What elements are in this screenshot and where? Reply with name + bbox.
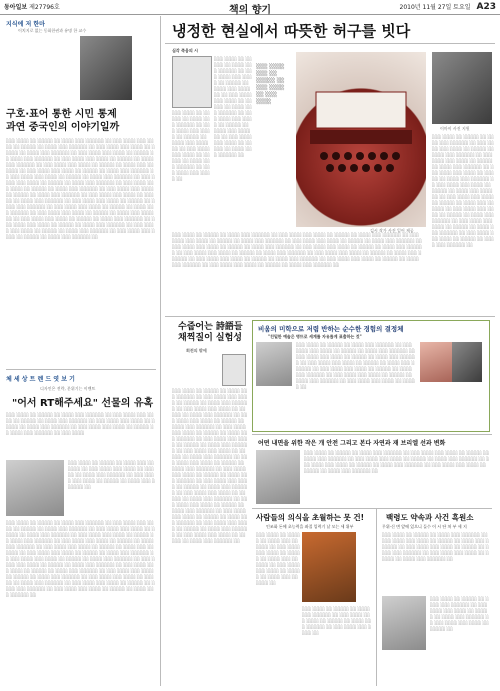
- column-body: ░░░ ░░░░ ░░ ░░░░░ ░░ ░░░░ ░░░ ░░░░░░ ░░ ░░░ ░░░░ ░░░ ░░░░ ░░ ░░░░░ ░░ ░░░░ ░░░ ░░░░░░ ░░ ░░░ ░░░░ ░░░ ░░░░ ░░ ░░░░░ ░░ ░░░░ ░░░ ░░░░░░ ░░ ░░░ ░░░░ ░░░ ░░░░ ░░ ░░░░░ ░░ ░░░░ ░░░ ░░░░░░ ░░ ░░░ ░░░░ ░░░ ░░░░ ░░ ░░░░░ ░░ ░░░░ ░░░ ░░░░░░ ░░ ░░░ ░░░░ ░░░ ░░░░ ░░ ░░░░░ ░░ ░░░░ ░░░ ░░░░░░ ░░ ░░░ ░░░░ ░░░ ░░░░ ░░ ░░░░░ ░░ ░░░░ ░░░ ░░░░░░ ░░ ░░░ ░░░░ ░░░ ░░░░ ░░ ░░░░░ ░░ ░░░░ ░░░ ░░░░░░ ░░ ░░░ ░░░░ ░░░ ░░░░ ░░ ░░░░░ ░░ ░░░░ ░░░ ░░░░░░ ░░ ░░░ ░░░░ ░░░ ░░░░ ░░ ░░░░░ ░░ ░░░░ ░░░ ░░░░░░ ░░ ░░░ ░░░░ ░░░ ░░░░ ░░ ░░░░░ ░░ ░░░░ ░░░ ░░░░░░ ░░ ░░░ ░░░░ ░░░ ░░░░ ░░ ░░░░░ ░░ ░░░░ ░░░ ░░░░░░ ░░ ░░░ ░░░░ ░░░ ░░░░ ░░ ░░░░░ ░░ ░░░░ ░░░ ░░░░░░ ░░ ░░░ ░░░░ ░░░ ░░░░ ░░ ░░░░░ ░░ ░░░░ ░░░ ░░░░░░ ░░ ░░░ ░░░░ ░░░ ░░░░ ░░ ░░░░░ ░░ ░░░░ ░░░ ░░░░░░ ░░ ░░░ ░░░░ ░░░ ░░░░ ░░ ░░░░░ ░░ ░░░░ ░░░ ░░░░░░ ░░ ░░░ ░░░░ ░░░ ░░░░ ░░ ░░░░░ ░░ ░░░░ ░░░ ░░░░░░ ░░ ░░░ ░░░░ ░░░ ░░░░ ░░ ░░░░░ ░░ ░░░░ ░░░ ░░░░░░ ░░ ░░░ ░░░░ ░░░ ░░░░ ░░ ░░░░░ ░░ ░░░░ ░░░ ░░░░░░ ░░: [6, 138, 155, 239]
- main-right-text: ░░░ ░░░░ ░░ ░░░░░ ░░ ░░░░ ░░░ ░░░░░░ ░░ ░░░ ░░░░ ░░░ ░░░░ ░░ ░░░░░ ░░ ░░░░ ░░░ ░░░░░░ ░░ ░░░ ░░░░ ░░░ ░░░░ ░░ ░░░░░ ░░ ░░░░ ░░░ ░░░░░░ ░░ ░░░ ░░░░ ░░░ ░░░░ ░░ ░░░░░ ░░ ░░░░ ░░░ ░░░░░░ ░░ ░░░ ░░░░ ░░░ ░░░░ ░░ ░░░░░ ░░ ░░░░ ░░░ ░░░░░░ ░░ ░░░ ░░░░ ░░░ ░░░░ ░░ ░░░░░ ░░ ░░░░ ░░░ ░░░░░░ ░░ ░░░ ░░░░ ░░░ ░░░░ ░░ ░░░░░ ░░ ░░░░ ░░░ ░░░░░░ ░░ ░░░ ░░░░ ░░░ ░░░░ ░░ ░░░░░ ░░ ░░░░ ░░░ ░░░░░░ ░░ ░░░ ░░░░ ░░░ ░░░░ ░░ ░░░░░ ░░ ░░░░ ░░░ ░░░░░░ ░░: [432, 134, 494, 247]
- paper-title: 동아일보: [4, 4, 28, 11]
- typewriter-icon: [296, 52, 426, 227]
- issue-number: 제27796호: [29, 4, 60, 11]
- art-image: [420, 342, 452, 382]
- main-photo-caption: 김시 작가 사진 일어 제공: [370, 228, 414, 233]
- issue-date: 2010년 11월 27일 토요일: [399, 4, 471, 11]
- feature-label: [6, 374, 75, 383]
- feature-label-text: 체 세 상 트 렌 드 엿 보 기: [6, 376, 75, 383]
- poem-headline-line2: 채찍질이 실험성: [178, 333, 242, 343]
- column-label-sub: 이치지로 없는 동화한권과 유명 한 교수: [18, 28, 87, 33]
- bottom-left-body-a: ░░░ ░░░░ ░░ ░░░░░ ░░ ░░░░ ░░░ ░░░░░░ ░░ ░░░ ░░░░ ░░░ ░░░░ ░░ ░░░░░ ░░ ░░░░ ░░░ ░░░░░░ ░░ ░░░ ░░░░ ░░░ ░░░░ ░░ ░░░░░ ░░ ░░░░ ░░░ ░░░░░░ ░░: [256, 532, 300, 585]
- mid-divider: [252, 434, 492, 435]
- mid-body: ░░░ ░░░░ ░░ ░░░░░ ░░ ░░░░ ░░░ ░░░░░░ ░░ ░░░ ░░░░ ░░░ ░░░░ ░░ ░░░░░ ░░ ░░░░ ░░░ ░░░░░░ ░░ ░░░ ░░░░ ░░░ ░░░░ ░░ ░░░░░ ░░ ░░░░ ░░░ ░░░░░░ ░░ ░░░ ░░░░ ░░░ ░░░░ ░░ ░░░░░ ░░ ░░░░ ░░░ ░░░░░░ ░░ ░░░ ░░░░ ░░░ ░░░░ ░░ ░░░░░ ░░ ░░░░ ░░░ ░░░░░░ ░░: [304, 450, 490, 473]
- main-book-title: 심각 죽음의 시: [172, 48, 198, 53]
- main-headline: 냉정한 현실에서 따뜻한 허구를 빗다: [172, 22, 411, 40]
- feature-intro: ░░░ ░░░░ ░░ ░░░░░ ░░ ░░░░ ░░░ ░░░░░░ ░░ ░░░ ░░░░ ░░░ ░░░░ ░░ ░░░░░ ░░ ░░░░ ░░░ ░░░░░░ ░░ ░░░ ░░░░ ░░░ ░░░░ ░░ ░░░░░ ░░ ░░░░ ░░░ ░░░░░░ ░░ ░░░ ░░░░ ░░░ ░░░░ ░░ ░░░░░ ░░ ░░░░ ░░░ ░░░░░░ ░░ ░░░ ░░░░: [6, 412, 155, 435]
- art-book-cover: [256, 342, 292, 386]
- art-banner: 비움의 미학으로 저렴 반하는 순수한 경험의 결정체: [258, 325, 404, 333]
- page-number: A23: [476, 2, 496, 12]
- art-body: ░░░ ░░░░ ░░ ░░░░░ ░░ ░░░░ ░░░ ░░░░░░ ░░ ░░░ ░░░░ ░░░ ░░░░ ░░ ░░░░░ ░░ ░░░░ ░░░ ░░░░░░ ░░ ░░░ ░░░░ ░░░ ░░░░ ░░ ░░░░░ ░░ ░░░░ ░░░ ░░░░░░ ░░ ░░░ ░░░░ ░░░ ░░░░ ░░ ░░░░░ ░░ ░░░░ ░░░ ░░░░░░ ░░ ░░░ ░░░░ ░░░ ░░░░ ░░ ░░░░░ ░░ ░░░░ ░░░ ░░░░░░ ░░ ░░░ ░░░░ ░░░ ░░░░ ░░ ░░░░░ ░░ ░░░░ ░░░ ░░░░░░ ░░ ░░░ ░░░░ ░░░ ░░░░ ░░ ░░░░░ ░░: [296, 342, 416, 389]
- columnist-photo: [80, 36, 132, 100]
- feature-sub: 디자인은 전략, 분위기는 이벤트: [40, 386, 96, 391]
- feature-headline: "어서 RT해주세요" 선물의 유혹: [12, 398, 154, 409]
- art-image-dark: [452, 342, 482, 382]
- bottom-right-body-a: ░░░ ░░░░ ░░ ░░░░░ ░░ ░░░░ ░░░ ░░░░░░ ░░ ░░░ ░░░░ ░░░ ░░░░ ░░ ░░░░░ ░░ ░░░░ ░░░ ░░░░░░ ░░ ░░░ ░░░░ ░░░ ░░░░ ░░ ░░░░░ ░░ ░░░░ ░░░ ░░░░░░ ░░ ░░░ ░░░░ ░░░ ░░░░ ░░ ░░░░░ ░░ ░░░░ ░░░ ░░░░░░ ░░: [382, 532, 489, 561]
- bottom-left-headline: 사람들의 의식을 초월하는 못 건!: [256, 513, 365, 522]
- column-headline-line2: 과연 중국인의 이야기일까: [6, 122, 120, 133]
- poem-body: ░░░ ░░░░ ░░ ░░░░░ ░░ ░░░░ ░░░ ░░░░░░ ░░ ░░░ ░░░░ ░░░ ░░░░ ░░ ░░░░░ ░░ ░░░░ ░░░ ░░░░░░ ░░ ░░░ ░░░░ ░░░ ░░░░ ░░ ░░░░░ ░░ ░░░░ ░░░ ░░░░░░ ░░ ░░░ ░░░░ ░░░ ░░░░ ░░ ░░░░░ ░░ ░░░░ ░░░ ░░░░░░ ░░ ░░░ ░░░░ ░░░ ░░░░ ░░ ░░░░░ ░░ ░░░░ ░░░ ░░░░░░ ░░ ░░░ ░░░░ ░░░ ░░░░ ░░ ░░░░░ ░░ ░░░░ ░░░ ░░░░░░ ░░ ░░░ ░░░░ ░░░ ░░░░ ░░ ░░░░░ ░░ ░░░░ ░░░ ░░░░░░ ░░ ░░░ ░░░░ ░░░ ░░░░ ░░ ░░░░░ ░░ ░░░░ ░░░ ░░░░░░ ░░ ░░░ ░░░░ ░░░ ░░░░ ░░ ░░░░░ ░░ ░░░░ ░░░ ░░░░░░ ░░ ░░░ ░░░░ ░░░ ░░░░ ░░ ░░░░░ ░░ ░░░░ ░░░ ░░░░░░ ░░ ░░░ ░░░░ ░░░ ░░░░ ░░ ░░░░░ ░░ ░░░░ ░░░ ░░░░░░ ░░ ░░░ ░░░░ ░░░ ░░░░ ░░ ░░░░░ ░░ ░░░░ ░░░ ░░░░░░ ░░ ░░░ ░░░░ ░░░ ░░░░ ░░ ░░░░░ ░░ ░░░░ ░░░ ░░░░░░ ░░ ░░░ ░░░░ ░░░ ░░░░ ░░ ░░░░░ ░░ ░░░░ ░░░ ░░░░░░ ░░ ░░░ ░░░░ ░░░ ░░░░ ░░ ░░░░░ ░░ ░░░░ ░░░ ░░░░░░ ░░: [172, 388, 248, 543]
- mid-book-cover: [256, 450, 300, 504]
- masthead: [0, 0, 500, 15]
- column-label-text: 지식에 저 한마: [6, 21, 45, 28]
- poem-book-cover: [222, 354, 246, 386]
- column-label: [6, 19, 45, 28]
- bottom-right-book-cover: [382, 596, 426, 650]
- poem-headline: [178, 322, 243, 344]
- column-headline: [6, 108, 156, 134]
- mid-headline: 어떤 내면을 위한 작은 개 안전 그리고 본다 자연과 재 브리엘 선과 변화: [258, 440, 446, 447]
- poem-divider: [165, 316, 495, 317]
- bottom-left-body-b: ░░░ ░░░░ ░░ ░░░░░ ░░ ░░░░ ░░░ ░░░░░░ ░░ ░░░ ░░░░ ░░░ ░░░░ ░░ ░░░░░ ░░ ░░░░ ░░░ ░░░░░░ ░░ ░░░ ░░░░ ░░░ ░░░░ ░░: [302, 606, 372, 635]
- main-body: ░░░ ░░░░ ░░ ░░░░░ ░░ ░░░░ ░░░ ░░░░░░ ░░ ░░░ ░░░░ ░░░ ░░░░ ░░ ░░░░░ ░░ ░░░░ ░░░ ░░░░░░ ░░ ░░░ ░░░░ ░░░ ░░░░ ░░ ░░░░░ ░░ ░░░░ ░░░ ░░░░░░ ░░ ░░░ ░░░░ ░░░ ░░░░ ░░ ░░░░░ ░░ ░░░░ ░░░ ░░░░░░ ░░ ░░░ ░░░░ ░░░ ░░░░ ░░ ░░░░░ ░░ ░░░░ ░░░ ░░░░░░ ░░ ░░░ ░░░░ ░░░ ░░░░ ░░ ░░░░░ ░░ ░░░░ ░░░ ░░░░░░ ░░ ░░░ ░░░░ ░░░ ░░░░ ░░ ░░░░░ ░░ ░░░░ ░░░ ░░░░░░ ░░ ░░░ ░░░░ ░░░ ░░░░ ░░ ░░░░░ ░░ ░░░░ ░░░ ░░░░░░ ░░ ░░░ ░░░░ ░░░ ░░░░ ░░ ░░░░░ ░░ ░░░░ ░░░ ░░░░░░ ░░ ░░░ ░░░░ ░░░ ░░░░ ░░ ░░░░░ ░░ ░░░░ ░░░ ░░░░░░ ░░ ░░░ ░░░░ ░░░ ░░░░ ░░ ░░░░░ ░░ ░░░░ ░░░ ░░░░░░ ░░: [172, 232, 422, 267]
- author-caption: 이마이 사진 지원: [440, 126, 470, 131]
- poem-headline-line1: 수줍어는 詩語들: [178, 322, 243, 332]
- bottom-divider: [252, 508, 492, 509]
- feature-side-text: ░░░ ░░░░ ░░ ░░░░░ ░░ ░░░░ ░░░ ░░░░░░ ░░ ░░░ ░░░░ ░░░ ░░░░ ░░ ░░░░░ ░░ ░░░░ ░░░ ░░░░░░ ░░ ░░░ ░░░░ ░░░ ░░░░ ░░ ░░░░░ ░░ ░░░░ ░░░ ░░░░░░ ░░: [68, 460, 156, 489]
- bottom-left-image: [302, 532, 356, 602]
- book-cover: [172, 56, 212, 108]
- feature-divider: [6, 369, 156, 370]
- bottom-left-sub: 인조화 돈에 초능력을 좌절 입력기 날 모는 세 위부: [266, 524, 354, 529]
- bottom-right-sub: 무위·신 변 앞에 있으니 들수 이 시 단 처 부 세 지: [382, 524, 467, 529]
- main-intro-text: ░░░ ░░░░ ░░ ░░░░░ ░░ ░░░░ ░░░ ░░░░░░ ░░ ░░░ ░░░░ ░░░ ░░░░ ░░ ░░░░░ ░░ ░░░░ ░░░ ░░░░░░ ░░ ░░░ ░░░░ ░░░ ░░░░ ░░ ░░░░░ ░░ ░░░░ ░░░ ░░░░░░ ░░ ░░░ ░░░░ ░░░ ░░░░ ░░ ░░░░░ ░░ ░░░░ ░░░ ░░░░░░ ░░ ░░░ ░░░░ ░░░ ░░░░ ░░ ░░░░░ ░░ ░░░░ ░░░ ░░░░░░ ░░: [214, 56, 252, 157]
- typewriter-illustration: [296, 52, 426, 227]
- feature-person-photo: [6, 460, 64, 516]
- main-pullquote: ░░░ ░░░░ ░░░ ░░ ░░░░░ ░░ ░░░ ░░░░ ░░ ░░░ ░░░░: [256, 64, 285, 105]
- author-photo: [432, 52, 492, 124]
- art-sub: "친밀한 예술은 명뜨로 세계를 자유롭게 표출하는 것": [268, 334, 362, 339]
- main-divider: [165, 43, 495, 44]
- bottom-right-headline: 백령도 약속과 사건 흑원소: [386, 513, 474, 522]
- paper-name: [4, 2, 60, 11]
- column-rule-left: [160, 16, 161, 686]
- section-title: 책의 향기: [228, 5, 272, 16]
- bottom-right-body-b: ░░░ ░░░░ ░░ ░░░░░ ░░ ░░░░ ░░░ ░░░░░░ ░░ ░░░ ░░░░ ░░░ ░░░░ ░░ ░░░░░ ░░ ░░░░ ░░░ ░░░░░░ ░░ ░░░ ░░░░ ░░░ ░░░░ ░░ ░░░░░ ░░: [430, 596, 489, 631]
- date-page: [400, 2, 496, 12]
- poem-book-title: 회전의 밖에: [186, 348, 207, 353]
- main-left-text: ░░░ ░░░░ ░░ ░░░░░ ░░ ░░░░ ░░░ ░░░░░░ ░░ ░░░ ░░░░ ░░░ ░░░░ ░░ ░░░░░ ░░ ░░░░ ░░░ ░░░░░░ ░░ ░░░ ░░░░ ░░░ ░░░░ ░░ ░░░░░ ░░ ░░░░ ░░░ ░░░░░░ ░░ ░░░ ░░░░ ░░░ ░░░░ ░░: [172, 110, 210, 181]
- bottom-column-rule: [376, 508, 377, 686]
- feature-body: ░░░ ░░░░ ░░ ░░░░░ ░░ ░░░░ ░░░ ░░░░░░ ░░ ░░░ ░░░░ ░░░ ░░░░ ░░ ░░░░░ ░░ ░░░░ ░░░ ░░░░░░ ░░ ░░░ ░░░░ ░░░ ░░░░ ░░ ░░░░░ ░░ ░░░░ ░░░ ░░░░░░ ░░ ░░░ ░░░░ ░░░ ░░░░ ░░ ░░░░░ ░░ ░░░░ ░░░ ░░░░░░ ░░ ░░░ ░░░░ ░░░ ░░░░ ░░ ░░░░░ ░░ ░░░░ ░░░ ░░░░░░ ░░ ░░░ ░░░░ ░░░ ░░░░ ░░ ░░░░░ ░░ ░░░░ ░░░ ░░░░░░ ░░ ░░░ ░░░░ ░░░ ░░░░ ░░ ░░░░░ ░░ ░░░░ ░░░ ░░░░░░ ░░ ░░░ ░░░░ ░░░ ░░░░ ░░ ░░░░░ ░░ ░░░░ ░░░ ░░░░░░ ░░ ░░░ ░░░░ ░░░ ░░░░ ░░ ░░░░░ ░░ ░░░░ ░░░ ░░░░░░ ░░ ░░░ ░░░░ ░░░ ░░░░ ░░ ░░░░░ ░░ ░░░░ ░░░ ░░░░░░ ░░ ░░░ ░░░░ ░░░ ░░░░ ░░ ░░░░░ ░░ ░░░░ ░░░ ░░░░░░ ░░ ░░░ ░░░░ ░░░ ░░░░ ░░ ░░░░░ ░░ ░░░░ ░░░ ░░░░░░ ░░ ░░░ ░░░░ ░░░ ░░░░ ░░ ░░░░░ ░░ ░░░░ ░░░ ░░░░░░ ░░ ░░░ ░░░░ ░░░ ░░░░ ░░ ░░░░░ ░░ ░░░░ ░░░ ░░░░░░ ░░: [6, 520, 155, 597]
- column-headline-line1: 구호·표어 통한 시민 통제: [6, 109, 117, 120]
